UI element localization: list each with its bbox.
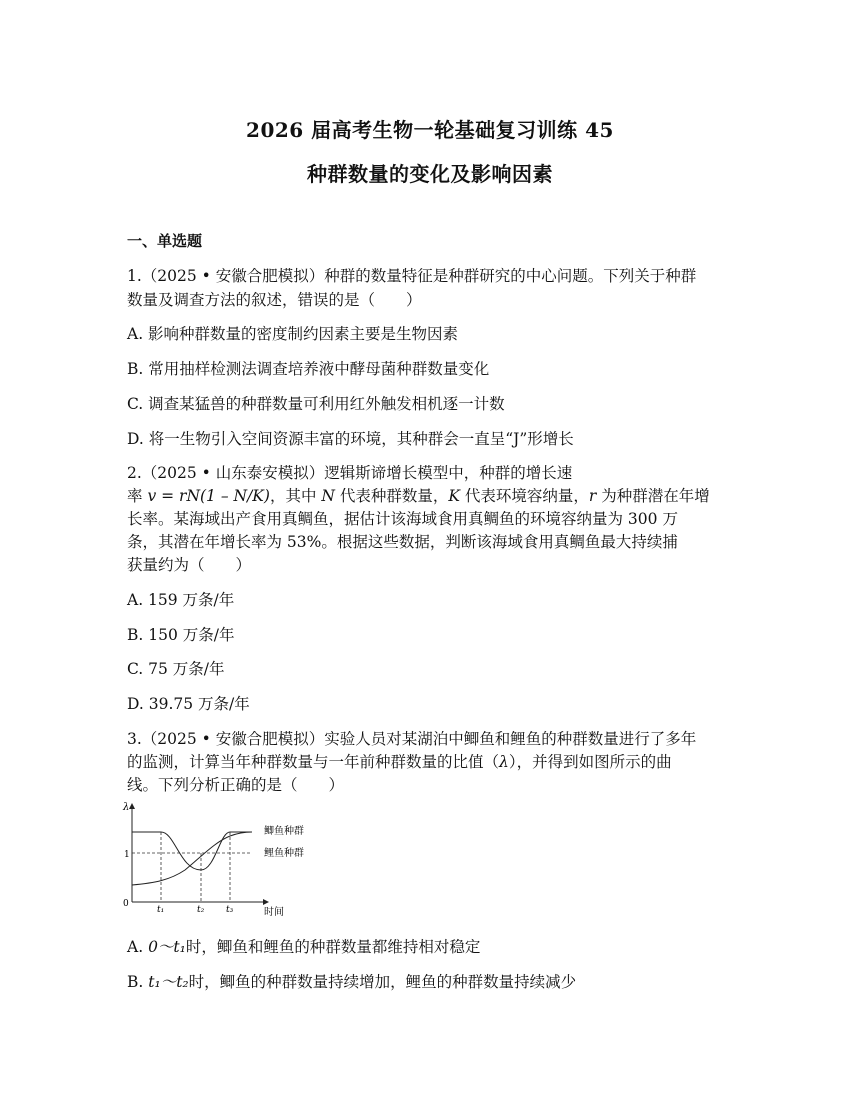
lambda-curve-figure [120,798,330,923]
q2-text: 代表种群数量， [334,487,449,505]
q3-option-b [127,970,576,992]
q2-stem-line5: 获量约为（ ） [127,556,252,574]
q2-stem-line2 [127,484,710,506]
q2-text: 代表环境容纳量， [459,487,589,505]
q3-stem-line2 [127,750,672,772]
q2-var-r: r [588,487,597,505]
q2-var-n: N [321,487,335,505]
legend-common-carp: 鲤鱼种群 [264,848,304,859]
q2-stem-line4: 条，其潜在年增长率为 53%。根据这些数据，判断该海域食用真鲷鱼最大持续捕 [127,533,678,551]
q3-option-b-text: 时，鲫鱼的种群数量持续增加，鲤鱼的种群数量持续减少 [188,973,577,991]
q2-var-k: K [448,487,460,505]
q2-text: 为种群潜在年增 [596,487,710,505]
q2-text: ，其中 [269,487,322,505]
q3-option-a-math: 0～t₁ [148,938,186,956]
x-tick-t1: t₁ [157,905,165,915]
origin-label: 0 [123,899,129,909]
q2-text: 率 [127,487,148,505]
q3-option-b-label: B. [127,973,149,991]
q1-option-d: D. 将一生物引入空间资源丰富的环境，其种群会一直呈“J”形增长 [127,430,574,448]
q1-option-b: B. 常用抽样检测法调查培养液中酵母菌种群数量变化 [127,360,490,378]
q3-stem-line3: 线。下列分析正确的是（ ） [127,776,345,794]
q2-stem-line1: 2.（2025 • 山东泰安模拟）逻辑斯谛增长模型中，种群的增长速 [127,464,573,482]
legend-crucian-carp: 鲫鱼种群 [264,826,304,837]
q2-stem-line3: 长率。某海域出产食用真鲷鱼，据估计该海域食用真鲷鱼的环境容纳量为 300 万 [127,510,678,528]
q2-option-d: D. 39.75 万条/年 [127,695,250,713]
page-subtitle: 种群数量的变化及影响因素 [307,162,553,186]
y-axis-label: λ [123,802,130,813]
q1-option-c: C. 调查某猛兽的种群数量可利用红外触发相机逐一计数 [127,395,505,413]
q2-option-b: B. 150 万条/年 [127,626,235,644]
x-axis-label: 时间 [264,907,284,918]
q3-text: ），并得到如图所示的曲 [508,753,672,771]
q1-stem-line1: 1.（2025 • 安徽合肥模拟）种群的数量特征是种群研究的中心问题。下列关于种群 [127,267,697,285]
q2-formula: v = rN(1 – N/K) [147,487,270,505]
y-tick-one: 1 [124,850,130,860]
q3-option-a-text: 时，鲫鱼和鲤鱼的种群数量都维持相对稳定 [185,938,481,956]
q3-lambda: λ [499,753,509,771]
q2-option-a: A. 159 万条/年 [127,591,235,609]
q3-stem-line1: 3.（2025 • 安徽合肥模拟）实验人员对某湖泊中鲫鱼和鲤鱼的种群数量进行了多年 [127,730,697,748]
q1-stem-line2: 数量及调查方法的叙述，错误的是（ ） [127,291,422,309]
section-heading: 一、单选题 [127,232,203,250]
page-title: 2026 届高考生物一轮基础复习训练 45 [246,118,614,142]
common-carp-series [132,832,252,885]
x-tick-t3: t₃ [226,905,234,915]
q3-text: 的监测，计算当年种群数量与一年前种群数量的比值（ [127,753,500,771]
q1-option-a: A. 影响种群数量的密度制约因素主要是生物因素 [127,325,459,343]
q3-option-a-label: A. [127,938,149,956]
q2-option-c: C. 75 万条/年 [127,660,225,678]
q3-option-a [127,935,480,957]
x-tick-t2: t₂ [197,905,205,915]
q3-option-b-math: t₁～t₂ [148,973,189,991]
